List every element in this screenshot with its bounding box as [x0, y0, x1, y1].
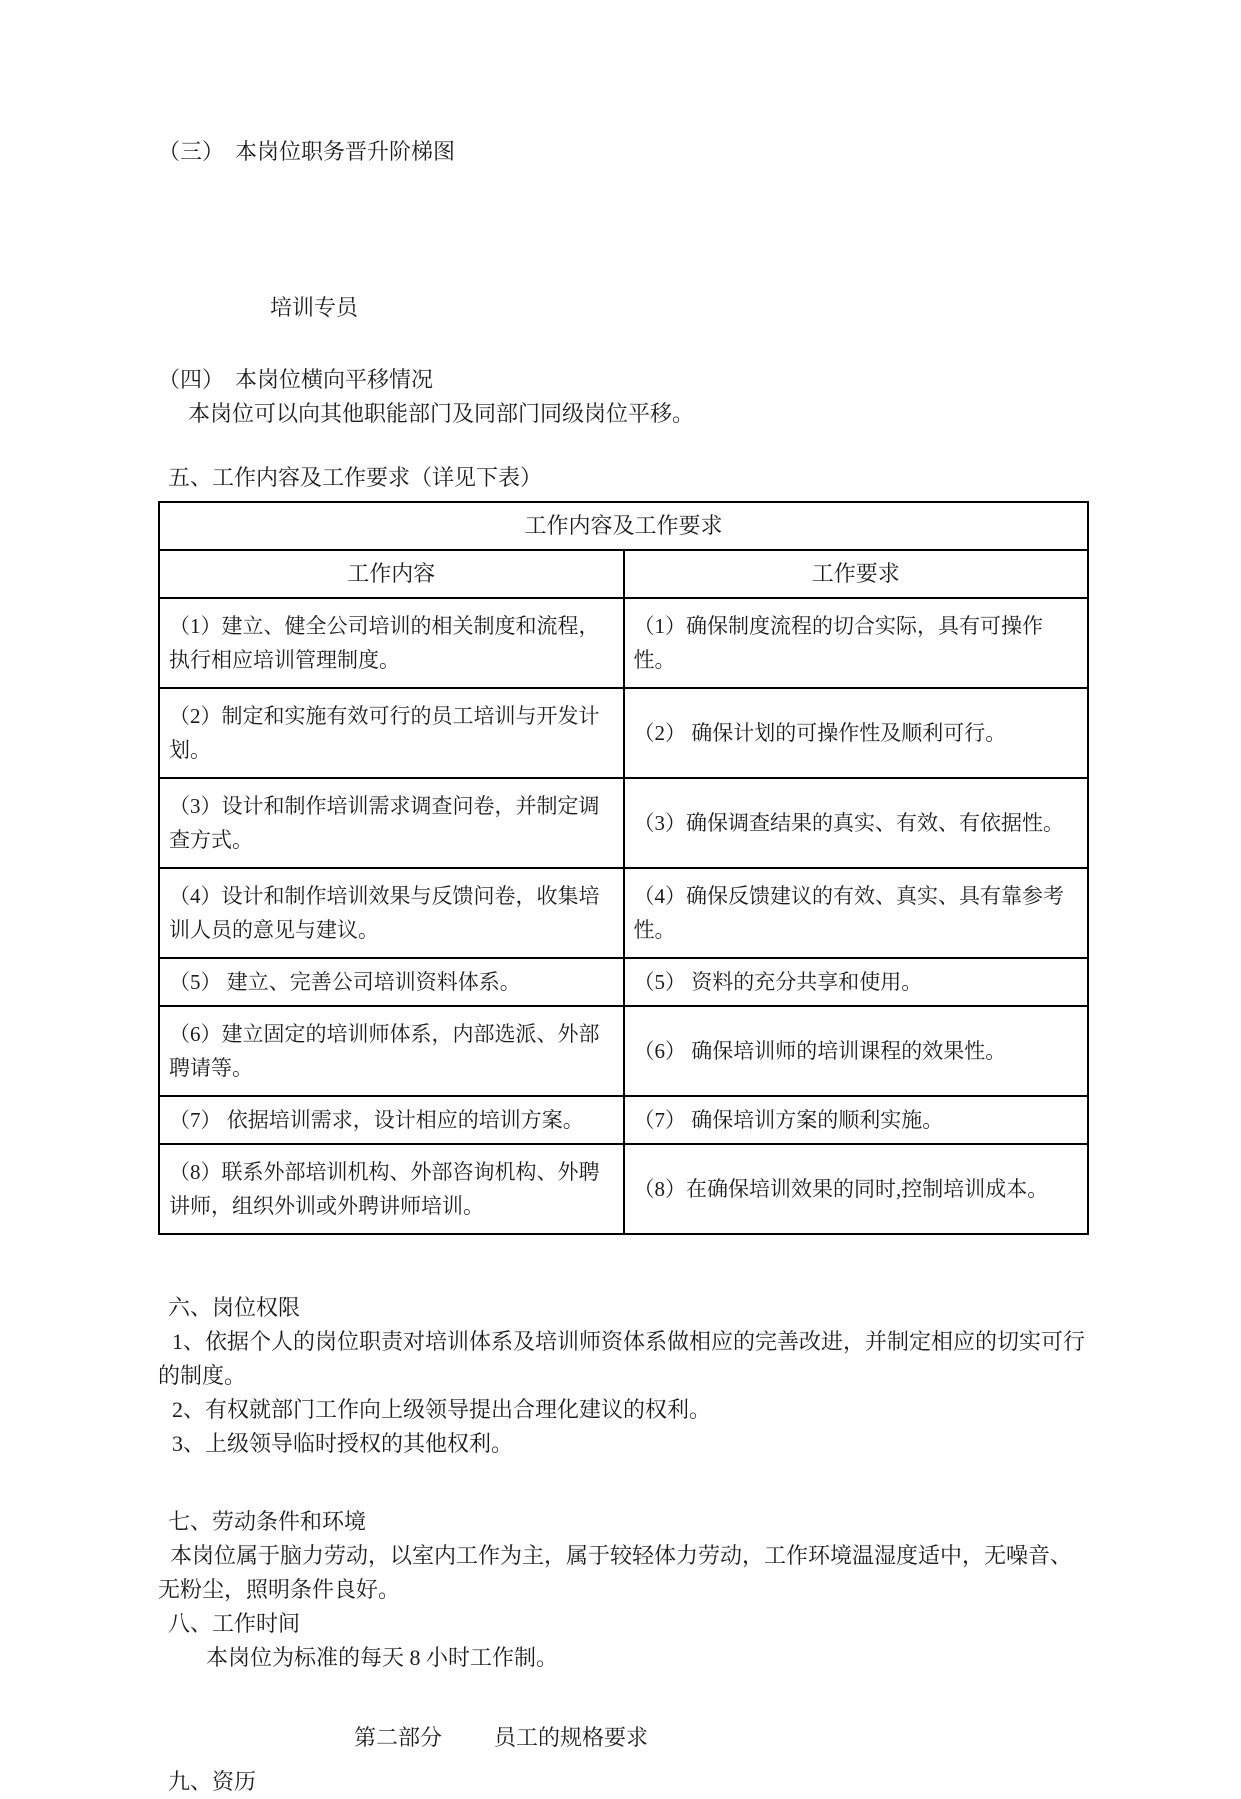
table-header-row — [159, 550, 1088, 598]
column-header-work-requirement: 工作要求 — [624, 550, 1089, 598]
section6-heading: 六、岗位权限 — [168, 1295, 301, 1320]
table-row — [159, 688, 1088, 778]
table-row — [159, 958, 1088, 1006]
work-requirement-cell: （3）确保调查结果的真实、有效、有依据性。 — [624, 778, 1089, 868]
work-content-cell: （5） 建立、完善公司培训资料体系。 — [159, 958, 624, 1006]
table-row — [159, 778, 1088, 868]
column-header-work-content: 工作内容 — [159, 550, 624, 598]
work-requirement-cell: （8）在确保培训效果的同时,控制培训成本。 — [624, 1144, 1089, 1234]
work-content-cell: （4）设计和制作培训效果与反馈问卷，收集培训人员的意见与建议。 — [159, 868, 624, 958]
work-requirement-cell: （2） 确保计划的可操作性及顺利可行。 — [624, 688, 1089, 778]
part2-heading — [354, 1721, 1089, 1755]
section4-heading: （四） 本岗位横向平移情况 — [158, 367, 434, 392]
section6-item-3: 3、上级领导临时授权的其他权利。 — [172, 1431, 514, 1456]
table-title: 工作内容及工作要求 — [159, 502, 1088, 550]
section8-heading: 八、工作时间 — [168, 1611, 301, 1636]
section6-item-1: 1、依据个人的岗位职责对培训体系及培训师资体系做相应的完善改进，并制定相应的切实可行的制度。 — [158, 1329, 1086, 1388]
part2-label: 第二部分 — [354, 1725, 443, 1750]
work-requirement-cell: （5） 资料的充分共享和使用。 — [624, 958, 1089, 1006]
table-row — [159, 1144, 1088, 1234]
section5-heading: 五、工作内容及工作要求（详见下表） — [168, 465, 543, 490]
table-row — [159, 598, 1088, 688]
work-requirement-cell: （4）确保反馈建议的有效、真实、具有靠参考性。 — [624, 868, 1089, 958]
section7-heading: 七、劳动条件和环境 — [168, 1509, 367, 1534]
section9-heading: 九、资历 — [168, 1769, 257, 1794]
section6-item-2: 2、有权就部门工作向上级领导提出合理化建议的权利。 — [172, 1397, 712, 1422]
section3-heading: （三） 本岗位职务晋升阶梯图 — [158, 139, 456, 164]
work-requirement-cell: （7） 确保培训方案的顺利实施。 — [624, 1096, 1089, 1144]
work-content-cell: （7） 依据培训需求，设计相应的培训方案。 — [159, 1096, 624, 1144]
table-title-row — [159, 502, 1088, 550]
table-row — [159, 868, 1088, 958]
work-requirement-cell: （1）确保制度流程的切合实际，具有可操作性。 — [624, 598, 1089, 688]
work-content-cell: （8）联系外部培训机构、外部咨询机构、外聘讲师，组织外训或外聘讲师培训。 — [159, 1144, 624, 1234]
promotion-ladder-position-label: 培训专员 — [270, 295, 359, 320]
work-content-cell: （1）建立、健全公司培训的相关制度和流程，执行相应培训管理制度。 — [159, 598, 624, 688]
part2-title: 员工的规格要求 — [494, 1725, 649, 1750]
work-requirement-cell: （6） 确保培训师的培训课程的效果性。 — [624, 1006, 1089, 1096]
work-content-cell: （3）设计和制作培训需求调查问卷，并制定调查方式。 — [159, 778, 624, 868]
work-content-cell: （2）制定和实施有效可行的员工培训与开发计划。 — [159, 688, 624, 778]
work-content-requirements-table — [158, 501, 1089, 1235]
section4-body: 本岗位可以向其他职能部门及同部门同级岗位平移。 — [188, 401, 695, 426]
table-row — [159, 1096, 1088, 1144]
work-content-cell: （6）建立固定的培训师体系，内部选派、外部聘请等。 — [159, 1006, 624, 1096]
section7-body: 本岗位属于脑力劳动，以室内工作为主，属于较轻体力劳动，工作环境温湿度适中，无噪音、无粉尘，照明条件良好。 — [158, 1543, 1073, 1602]
table-row — [159, 1006, 1088, 1096]
section8-body: 本岗位为标准的每天 8 小时工作制。 — [206, 1645, 559, 1670]
